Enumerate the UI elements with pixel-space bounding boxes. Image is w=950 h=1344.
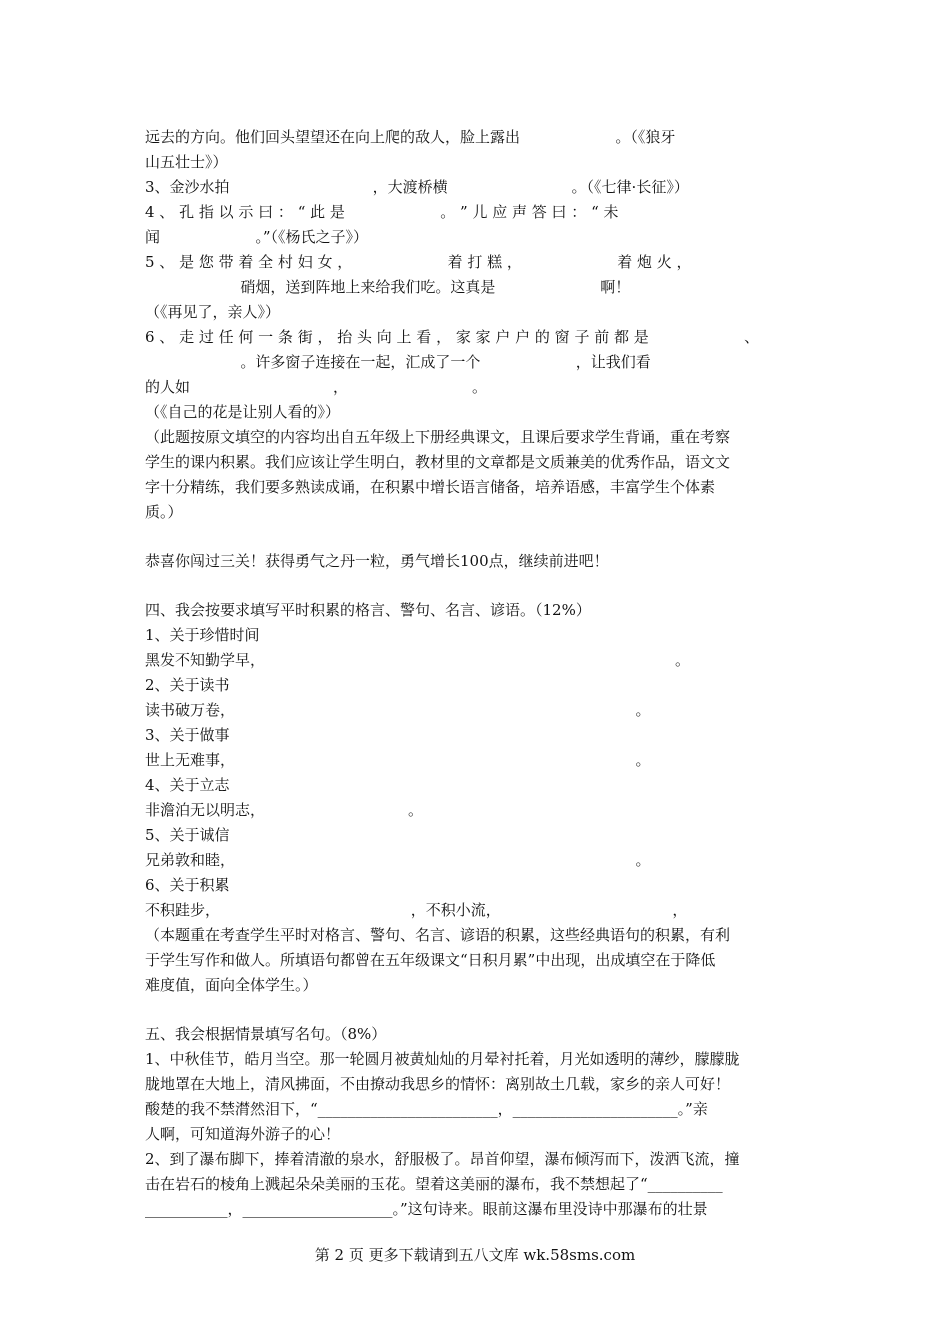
text-line: ___________，____________________。”这句诗来。眼前这瀑布里没诗中那瀑布的壮景 xyxy=(145,1200,708,1218)
text-line: 黑发不知勤学早， 。 xyxy=(145,651,691,669)
section-heading: 五、我会根据情景填写名句。（8%） xyxy=(145,1025,387,1043)
text-line: 4 、 孔 指 以 示 曰 ： “ 此 是 。 ” 儿 应 声 答 曰 ： “ 未 xyxy=(145,203,619,221)
text-line: 人啊，可知道海外游子的心！ xyxy=(145,1125,341,1143)
text-line: （本题重在考查学生平时对格言、警句、名言、谚语的积累，这些经典语句的积累，有利 xyxy=(145,926,731,944)
text-line: （此题按原文填空的内容均出自五年级上下册经典课文，且课后要求学生背诵，重在考察 xyxy=(145,428,731,446)
text-line: 。许多窗子连接在一起，汇成了一个 ，让我们看 xyxy=(145,353,651,371)
text-line: 读书破万卷， 。 xyxy=(145,701,651,719)
text-line: 酸楚的我不禁潸然泪下，“________________________，______________________。”亲 xyxy=(145,1100,708,1118)
text-line: 击在岩石的棱角上溅起朵朵美丽的玉花。望着这美丽的瀑布，我不禁想起了“__________ xyxy=(145,1175,723,1193)
text-line: 兄弟敦和睦， 。 xyxy=(145,851,651,869)
text-line: 远去的方向。他们回头望望还在向上爬的敌人，脸上露出 。（《狼牙 xyxy=(145,128,676,146)
text-line: 3、金沙水拍 ，大渡桥横 。（《七律·长征》） xyxy=(145,178,689,196)
text-line: 世上无难事， 。 xyxy=(145,751,651,769)
text-line: 闻 。”（《杨氏之子》） xyxy=(145,228,369,246)
text-line: 山五壮士》） xyxy=(145,153,228,171)
text-line: （《自己的花是让别人看的》） xyxy=(145,403,341,421)
text-line: 5 、 是 您 带 着 全 村 妇 女 ， 着 打 糕 ， 着 炮 火 ， xyxy=(145,253,692,271)
page-footer: 第 2 页 更多下载请到五八文库 wk.58sms.com xyxy=(314,1246,636,1264)
text-line: 字十分精练，我们要多熟读成诵，在积累中增长语言储备，培养语感，丰富学生个体素 xyxy=(145,478,716,496)
text-line: 5、关于诚信 xyxy=(145,826,230,844)
text-line: 4、关于立志 xyxy=(145,776,230,794)
text-line: 2、到了瀑布脚下，捧着清澈的泉水，舒服极了。昂首仰望，瀑布倾泻而下，泼洒飞流，撞 xyxy=(145,1150,740,1168)
section-heading: 四、我会按要求填写平时积累的格言、警句、名言、谚语。（12%） xyxy=(145,601,591,619)
text-line: 不积跬步， ，不积小流， ， xyxy=(145,901,688,919)
text-line: 3、关于做事 xyxy=(145,726,230,744)
text-line: 恭喜你闯过三关！获得勇气之丹一粒，勇气增长100点，继续前进吧！ xyxy=(145,552,609,570)
text-line: 非澹泊无以明志， 。 xyxy=(145,801,424,819)
text-line: 难度值，面向全体学生。） xyxy=(145,976,318,994)
text-line: 质。） xyxy=(145,503,183,521)
text-line: 2、关于读书 xyxy=(145,676,230,694)
text-line: 1、中秋佳节，皓月当空。那一轮圆月被黄灿灿的月晕衬托着，月光如透明的薄纱，朦朦胧 xyxy=(145,1050,740,1068)
text-line: 1、关于珍惜时间 xyxy=(145,626,260,644)
text-line: 6、关于积累 xyxy=(145,876,230,894)
text-line: （《再见了，亲人》） xyxy=(145,303,281,321)
text-line: 6 、 走 过 任 何 一 条 街 ， 抬 头 向 上 看 ， 家 家 户 户 的 窗 子 前 都 是 、 xyxy=(145,328,760,346)
text-line: 于学生写作和做人。所填语句都曾在五年级课文“日积月累”中出现，出成填空在于降低 xyxy=(145,951,716,969)
text-line: 硝烟，送到阵地上来给我们吃。这真是 啊！ xyxy=(145,278,631,296)
text-line: 胧地罩在大地上，清风拂面，不由撩动我思乡的情怀：离别故土几载，家乡的亲人可好！ xyxy=(145,1075,731,1093)
text-line: 的人如 ， 。 xyxy=(145,378,488,396)
text-line: 学生的课内积累。我们应该让学生明白，教材里的文章都是文质兼美的优秀作品，语文文 xyxy=(145,453,731,471)
